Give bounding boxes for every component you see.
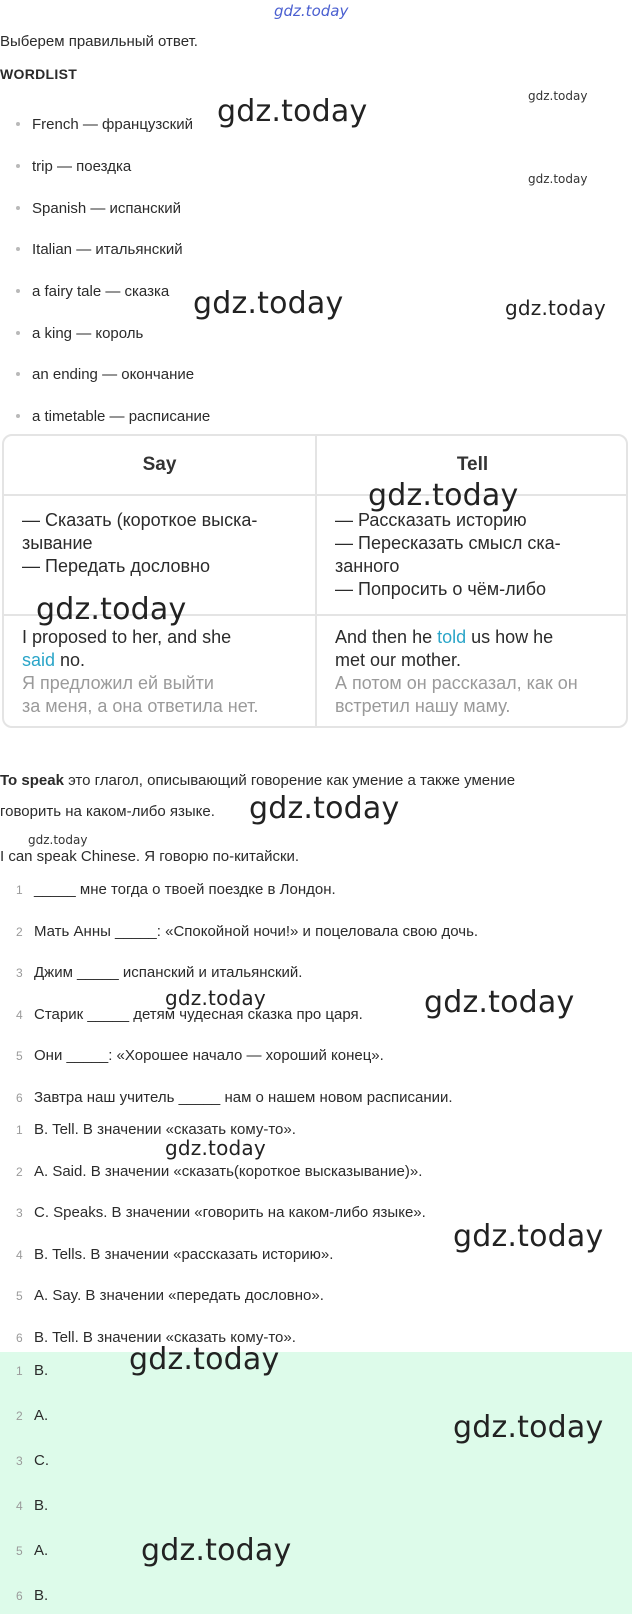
say-meanings: — Сказать (короткое выска- зывание — Передать дословно	[22, 510, 258, 576]
watermark: gdz.today	[141, 1533, 292, 1568]
explanation-item: 4 B. Tells. В значении «рассказать историю».	[16, 1246, 334, 1263]
task-item: 1 _____ мне тогда о твоей поездке в Лондон.	[16, 881, 336, 898]
wordlist-item: French — французский	[16, 116, 193, 133]
answer-item: 6 B.	[16, 1587, 49, 1604]
wordlist-item: a king — король	[16, 325, 143, 342]
watermark: gdz.today	[193, 286, 344, 321]
bullet-icon	[16, 372, 20, 376]
wordlist-item: Spanish — испанский	[16, 200, 181, 217]
watermark: gdz.today	[528, 172, 588, 186]
answer-item: 4 B.	[16, 1497, 49, 1514]
speak-definition-cont: говорить на каком-либо языке.	[0, 803, 215, 820]
table-divider	[4, 494, 626, 496]
watermark: gdz.today	[528, 89, 588, 103]
bullet-icon	[16, 414, 20, 418]
watermark: gdz.today	[368, 478, 519, 513]
bullet-icon	[16, 206, 20, 210]
answer-item: 5 A.	[16, 1542, 49, 1559]
intro-text: Выберем правильный ответ.	[0, 33, 198, 50]
explanation-item: 3 C. Speaks. В значении «говорить на каком-либо языке».	[16, 1204, 426, 1221]
bullet-icon	[16, 122, 20, 126]
watermark: gdz.today	[36, 592, 187, 627]
speak-definition: To speak это глагол, описывающий говорение как умение а также умение	[0, 772, 516, 789]
task-item: 4 Старик _____ детям чудесная сказка про царя.	[16, 1006, 363, 1023]
answer-item: 3 C.	[16, 1452, 49, 1469]
explanation-item: 1 B. Tell. В значении «сказать кому-то».	[16, 1121, 296, 1138]
bullet-icon	[16, 289, 20, 293]
watermark: gdz.today	[217, 94, 368, 129]
tell-meanings: — Рассказать историю — Пересказать смысл ска- занного — Попросить о чём-либо	[335, 510, 561, 599]
answer-item: 2 A.	[16, 1407, 49, 1424]
watermark: gdz.today	[165, 986, 266, 1010]
wordlist-item: Italian — итальянский	[16, 241, 183, 258]
wordlist-title: WORDLIST	[0, 66, 78, 82]
task-item: 3 Джим _____ испанский и итальянский.	[16, 964, 303, 981]
watermark: gdz.today	[424, 985, 575, 1020]
speak-example: I can speak Chinese. Я говорю по-китайски.	[0, 848, 300, 865]
answers-panel	[0, 1352, 632, 1614]
watermark: gdz.today	[165, 1136, 266, 1160]
wordlist-item: a timetable — расписание	[16, 408, 210, 425]
task-item: 5 Они _____: «Хорошее начало — хороший конец».	[16, 1047, 384, 1064]
answer-item: 1 B.	[16, 1362, 49, 1379]
watermark: gdz.today	[505, 296, 606, 320]
say-tell-table	[2, 434, 628, 728]
table-header-tell: Tell	[456, 454, 489, 475]
bullet-icon	[16, 247, 20, 251]
watermark: gdz.today	[129, 1342, 280, 1377]
site-watermark-top: gdz.today	[274, 2, 349, 20]
task-item: 2 Мать Анны _____: «Спокойной ночи!» и поцеловала свою дочь.	[16, 923, 479, 940]
bullet-icon	[16, 164, 20, 168]
explanation-item: 2 A. Said. В значении «сказать(короткое высказывание)».	[16, 1163, 423, 1180]
bullet-icon	[16, 331, 20, 335]
watermark: gdz.today	[453, 1219, 604, 1254]
tell-example: And then he told us how he met our mother. А потом он рассказал, как он встретил нашу маму.	[335, 627, 578, 716]
explanation-item: 5 A. Say. В значении «передать дословно».	[16, 1287, 324, 1304]
say-example: I proposed to her, and she said no. Я предложил ей выйти за меня, а она ответила нет.	[22, 627, 259, 716]
table-header-say: Say	[142, 454, 177, 475]
watermark: gdz.today	[453, 1410, 604, 1445]
watermark: gdz.today	[249, 791, 400, 826]
explanation-item: 6 B. Tell. В значении «сказать кому-то».	[16, 1329, 296, 1346]
watermark: gdz.today	[28, 833, 88, 847]
table-divider	[315, 436, 317, 726]
wordlist-item: trip — поездка	[16, 158, 131, 175]
task-item: 6 Завтра наш учитель _____ нам о нашем новом расписании.	[16, 1089, 453, 1106]
wordlist-item: an ending — окончание	[16, 366, 194, 383]
wordlist-item: a fairy tale — сказка	[16, 283, 169, 300]
